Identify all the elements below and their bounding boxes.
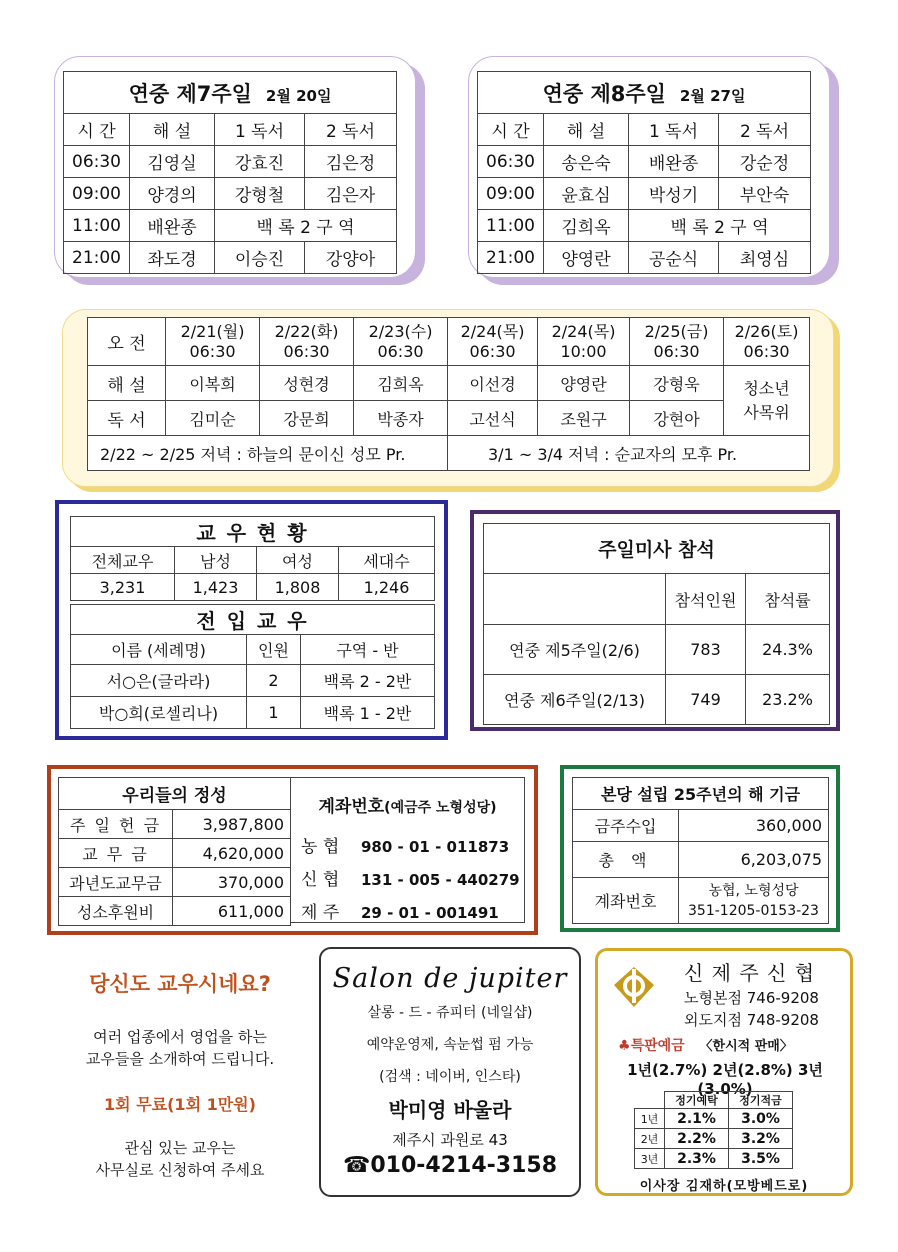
newcomer-cell: 백록 1 - 2반	[301, 697, 435, 729]
rate-value: 3.2%	[729, 1129, 793, 1149]
members-value: 3,231	[71, 574, 175, 601]
weekday-panel	[62, 309, 834, 487]
bank-special-row	[618, 1035, 848, 1055]
attendance-col-rate: 참석률	[746, 574, 830, 625]
week7-cell: 좌도경	[130, 242, 215, 274]
attendance-cell: 24.3%	[746, 625, 830, 675]
offering-label: 성소후원비	[59, 897, 173, 926]
attendance-cell: 783	[666, 625, 746, 675]
fund-account-label: 계좌번호	[573, 878, 679, 924]
members-ad-headline: 당신도 교우시네요?	[89, 972, 271, 996]
weekday-label-reading: 독 서	[88, 401, 166, 436]
account-title: 계좌번호	[318, 797, 385, 817]
salon-address: 제주시 과원로 43	[392, 1131, 508, 1149]
bank-branch2: 외도지점 748-9208	[684, 1011, 819, 1029]
day-time: 06:30	[469, 341, 516, 361]
day-date: 2/22(화)	[274, 321, 339, 341]
salon-owner: 박미영 바울라	[388, 1098, 512, 1122]
week7-date: 2월 20일	[265, 86, 332, 105]
week7-cell: 배완종	[130, 210, 215, 242]
account-list	[301, 831, 524, 930]
rate-value: 2.1%	[665, 1109, 729, 1129]
weekday-cell: 이선경	[448, 366, 538, 401]
account-sub: (예금주 노형성당)	[384, 800, 497, 816]
weekday-cell: 이복희	[166, 366, 260, 401]
fund-value: 6,203,075	[679, 842, 829, 878]
members-value: 1,246	[339, 574, 435, 601]
rate-head: 정기예탁	[665, 1092, 729, 1109]
week8-header	[478, 72, 811, 114]
day-time: 10:00	[560, 341, 607, 361]
members-col-male: 남성	[175, 547, 257, 574]
week7-cell: 김영실	[130, 146, 215, 178]
members-ad-price: 1회 무료(1회 1만원)	[104, 1095, 256, 1114]
members-table	[70, 516, 435, 601]
members-col-households: 세대수	[339, 547, 435, 574]
bank-chairman: 이사장 김재하(모방베드로)	[639, 1179, 809, 1194]
weekday-cell: 강문희	[260, 401, 354, 436]
weekday-cell: 강현아	[630, 401, 724, 436]
week8-cell: 박성기	[629, 178, 719, 210]
week8-panel	[468, 56, 830, 278]
salon-line3: (검색 : 네이버, 인스타)	[379, 1069, 521, 1085]
week8-cell: 11:00	[478, 210, 544, 242]
account-bank: 농 협	[301, 837, 340, 857]
week7-cell: 김은정	[305, 146, 397, 178]
offering-panel	[47, 765, 538, 935]
week8-cell: 송은숙	[544, 146, 629, 178]
rate-value: 2.3%	[665, 1149, 729, 1169]
account-heading	[291, 792, 524, 817]
offering-table	[58, 777, 291, 926]
members-title: 교 우 현 황	[71, 517, 435, 547]
newcomer-cell: 1	[247, 697, 301, 729]
bank-ad	[595, 948, 853, 1196]
members-ad-line2: 교우들을 소개하여 드립니다.	[85, 1050, 275, 1068]
weekday-day-4	[448, 318, 538, 366]
day-date: 2/23(수)	[368, 321, 433, 341]
week7-table	[63, 71, 397, 274]
offering-value: 611,000	[173, 897, 291, 926]
bank-special-note: 〈한시적 판매〉	[699, 1039, 793, 1054]
week7-panel	[54, 56, 416, 278]
salon-line1: 살롱 - 드 - 쥬피터 (네일샵)	[367, 1005, 533, 1021]
offering-value: 4,620,000	[173, 839, 291, 868]
phone-icon: ☎	[342, 1153, 371, 1178]
weekday-label-commentary: 해 설	[88, 366, 166, 401]
day-time: 06:30	[377, 341, 424, 361]
day-date: 2/24(목)	[551, 321, 616, 341]
week7-cell: 강양아	[305, 242, 397, 274]
fund-panel	[560, 765, 840, 932]
day-date: 2/21(월)	[180, 321, 245, 341]
rate-value: 2.2%	[665, 1129, 729, 1149]
week7-col-reading1: 1 독서	[215, 114, 305, 146]
week7-col-reading2: 2 독서	[305, 114, 397, 146]
week8-cell: 배완종	[629, 146, 719, 178]
weekday-cell: 김미순	[166, 401, 260, 436]
day-time: 06:30	[743, 341, 790, 361]
account-row	[301, 897, 524, 930]
week8-col-time: 시 간	[478, 114, 544, 146]
account-number: 980 - 01 - 011873	[361, 838, 510, 856]
fund-label: 금주수입	[573, 810, 679, 842]
attendance-panel	[470, 510, 840, 731]
members-panel	[55, 500, 448, 740]
account-row	[301, 864, 524, 897]
salon-phone-row	[321, 1153, 579, 1178]
week7-col-time: 시 간	[64, 114, 130, 146]
members-ad	[55, 962, 305, 1192]
attendance-title: 주일미사 참석	[484, 524, 830, 574]
attendance-cell: 연중 제6주일(2/13)	[484, 675, 666, 725]
week8-cell: 최영심	[719, 242, 811, 274]
bank-name: 신 제 주 신 협	[684, 961, 816, 985]
attendance-cell: 연중 제5주일(2/6)	[484, 625, 666, 675]
account-bank: 신 협	[301, 870, 340, 890]
week8-col-commentary: 해 설	[544, 114, 629, 146]
offering-title: 우리들의 정성	[59, 778, 291, 810]
week8-cell: 양영란	[544, 242, 629, 274]
newcomers-col-name: 이름 (세례명)	[71, 635, 247, 665]
weekday-day-7	[724, 318, 810, 366]
rate-value: 3.0%	[729, 1109, 793, 1129]
weekday-day-1	[166, 318, 260, 366]
week8-date: 2월 27일	[679, 86, 746, 105]
salon-line2: 예약운영제, 속눈썹 펌 가능	[366, 1037, 534, 1053]
fund-account	[679, 878, 829, 924]
fund-account-line2: 351-1205-0153-23	[688, 902, 819, 919]
weekday-day-6	[630, 318, 724, 366]
day-time: 06:30	[189, 341, 236, 361]
week7-col-commentary: 해 설	[130, 114, 215, 146]
week7-title: 연중 제7주일	[128, 81, 252, 106]
week8-title: 연중 제8주일	[542, 81, 666, 106]
newcomers-col-district: 구역 - 반	[301, 635, 435, 665]
weekday-day-5	[538, 318, 630, 366]
weekday-day-3	[354, 318, 448, 366]
newcomer-cell: 2	[247, 665, 301, 697]
members-ad-line3: 관심 있는 교우는	[124, 1139, 236, 1157]
members-col-total: 전체교우	[71, 547, 175, 574]
week7-cell: 11:00	[64, 210, 130, 242]
newcomer-cell: 서○은(글라라)	[71, 665, 247, 697]
account-bank: 제 주	[301, 903, 340, 923]
offering-label: 교 무 금	[59, 839, 173, 868]
day-time: 06:30	[653, 341, 700, 361]
attendance-cell: 23.2%	[746, 675, 830, 725]
fund-table	[572, 777, 829, 924]
weekday-cell: 김희옥	[354, 366, 448, 401]
fund-title: 본당 설립 25주년의 해 기금	[573, 778, 829, 810]
offering-label: 주 일 헌 금	[59, 810, 173, 839]
account-row	[301, 831, 524, 864]
account-number: 29 - 01 - 001491	[361, 904, 499, 922]
newcomers-table	[70, 604, 435, 729]
week7-cell: 김은자	[305, 178, 397, 210]
newcomers-col-count: 인원	[247, 635, 301, 665]
weekday-cell: 조원구	[538, 401, 630, 436]
newcomers-title: 전 입 교 우	[71, 605, 435, 635]
bank-rate-table	[634, 1091, 793, 1169]
offering-label: 과년도교무금	[59, 868, 173, 897]
members-col-female: 여성	[257, 547, 339, 574]
account-panel	[291, 777, 525, 923]
week8-cell: 09:00	[478, 178, 544, 210]
week7-cell: 21:00	[64, 242, 130, 274]
week7-cell: 백 록 2 구 역	[215, 210, 397, 242]
weekday-cell: 성현경	[260, 366, 354, 401]
day-date: 2/25(금)	[644, 321, 709, 341]
rate-head: 정기적금	[729, 1092, 793, 1109]
fund-label: 총 액	[573, 842, 679, 878]
weekday-label-morning: 오 전	[88, 318, 166, 366]
rate-value: 3.5%	[729, 1149, 793, 1169]
members-ad-line1: 여러 업종에서 영업을 하는	[93, 1028, 267, 1046]
bank-special: 특판예금	[630, 1038, 685, 1054]
week7-cell: 이승진	[215, 242, 305, 274]
bank-branch1: 노형본점 746-9208	[684, 989, 819, 1007]
week7-cell: 06:30	[64, 146, 130, 178]
week8-table	[477, 71, 811, 274]
weekday-day-2	[260, 318, 354, 366]
salon-name: Salon de jupiter	[332, 963, 568, 994]
weekday-note-2: 3/1 ~ 3/4 저녁 : 순교자의 모후 Pr.	[448, 436, 810, 471]
account-number: 131 - 005 - 440279	[361, 871, 520, 889]
weekday-cell: 강형욱	[630, 366, 724, 401]
members-value: 1,423	[175, 574, 257, 601]
rate-year: 2년	[635, 1129, 665, 1149]
week7-cell: 09:00	[64, 178, 130, 210]
attendance-cell: 749	[666, 675, 746, 725]
fund-value: 360,000	[679, 810, 829, 842]
week8-cell: 공순식	[629, 242, 719, 274]
newcomer-cell: 박○희(로셀리나)	[71, 697, 247, 729]
week8-cell: 부안숙	[719, 178, 811, 210]
attendance-col-count: 참석인원	[666, 574, 746, 625]
club-icon: ♣	[618, 1038, 631, 1054]
day-date: 2/26(토)	[734, 321, 799, 341]
weekday-table	[87, 317, 810, 471]
fund-account-line1: 농협, 노형성당	[708, 882, 799, 899]
week8-col-reading1: 1 독서	[629, 114, 719, 146]
weekday-cell-youth: 청소년 사목위	[724, 366, 810, 436]
weekday-cell: 고선식	[448, 401, 538, 436]
salon-phone: 010-4214-3158	[370, 1153, 558, 1178]
week8-cell: 강순정	[719, 146, 811, 178]
weekday-cell: 박종자	[354, 401, 448, 436]
day-time: 06:30	[283, 341, 330, 361]
week8-cell: 06:30	[478, 146, 544, 178]
offering-value: 370,000	[173, 868, 291, 897]
weekday-cell: 양영란	[538, 366, 630, 401]
week7-header	[64, 72, 397, 114]
salon-ad	[319, 947, 581, 1197]
week7-cell: 강효진	[215, 146, 305, 178]
week8-cell: 21:00	[478, 242, 544, 274]
week8-cell: 백 록 2 구 역	[629, 210, 811, 242]
week7-cell: 강형철	[215, 178, 305, 210]
attendance-col-blank	[484, 574, 666, 625]
week7-cell: 양경의	[130, 178, 215, 210]
weekday-note-1: 2/22 ~ 2/25 저녁 : 하늘의 문이신 성모 Pr.	[88, 436, 448, 471]
day-date: 2/24(목)	[460, 321, 525, 341]
week8-col-reading2: 2 독서	[719, 114, 811, 146]
credit-union-logo-icon	[612, 965, 656, 1009]
offering-value: 3,987,800	[173, 810, 291, 839]
rate-year: 3년	[635, 1149, 665, 1169]
week8-cell: 김희옥	[544, 210, 629, 242]
rate-head	[635, 1092, 665, 1109]
bank-rates-line: 1년(2.7%) 2년(2.8%) 3년(3.0%)	[627, 1061, 823, 1098]
members-ad-line4: 사무실로 신청하여 주세요	[95, 1161, 265, 1179]
week8-cell: 윤효심	[544, 178, 629, 210]
attendance-table	[483, 523, 830, 725]
rate-year: 1년	[635, 1109, 665, 1129]
members-value: 1,808	[257, 574, 339, 601]
newcomer-cell: 백록 2 - 2반	[301, 665, 435, 697]
